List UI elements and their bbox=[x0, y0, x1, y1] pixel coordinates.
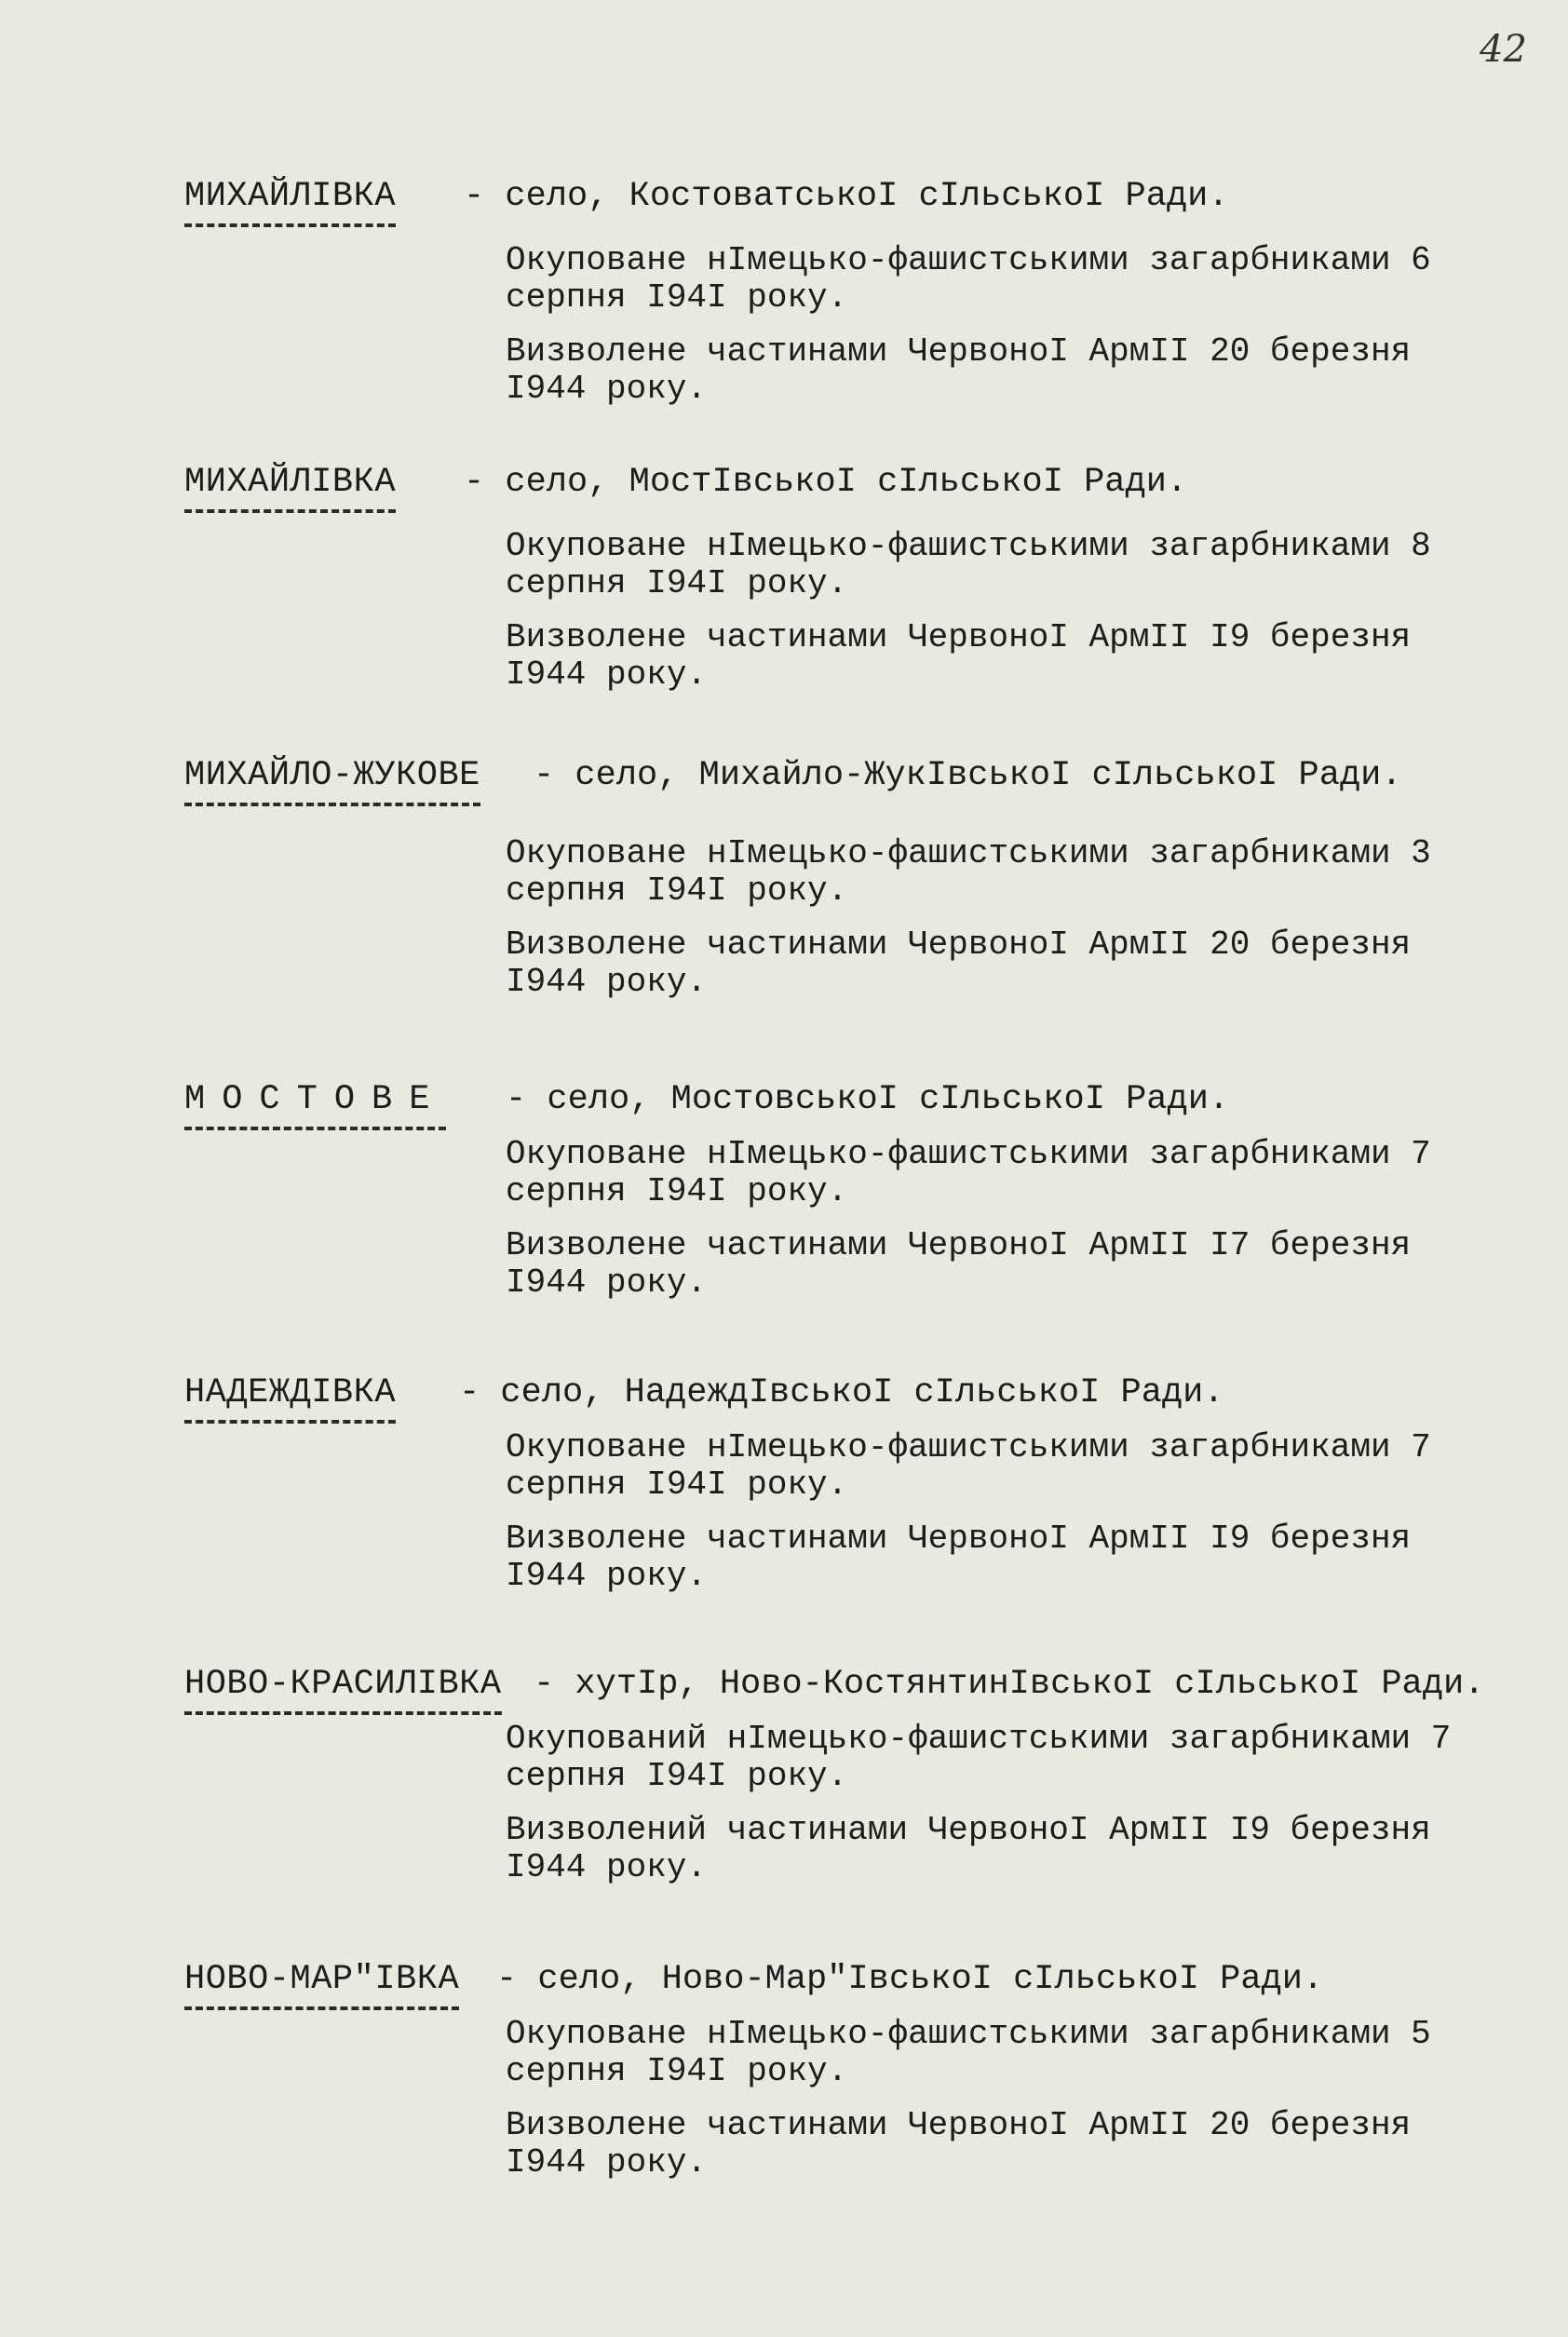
entry-name: НОВО-КРАСИЛІВКА bbox=[184, 1665, 502, 1715]
occupied-text: Окуповане нІмецько-фашистськими загарбниками 3 серпня І94І року. bbox=[506, 834, 1431, 910]
liberated-text: Визволене частинами ЧервоноІ АрмІІ І9 березня І944 року. bbox=[506, 618, 1412, 694]
entry-description: - село, КостоватськоІ сІльськоІ Ради. bbox=[464, 177, 1229, 216]
entry-details bbox=[506, 242, 1511, 425]
entry-name: МИХАЙЛІВКА bbox=[184, 177, 396, 227]
entry-name-col bbox=[184, 1960, 459, 2010]
liberated-text: Визволене частинами ЧервоноІ АрмІІ 20 березня І944 року. bbox=[506, 332, 1412, 408]
entry-name-col bbox=[184, 1373, 396, 1424]
entry-details bbox=[506, 1136, 1511, 1318]
entry-description: - село, Ново-Мар"ІвськоІ сІльськоІ Ради. bbox=[496, 1960, 1324, 1999]
liberated-text: Визволений частинами ЧервоноІ АрмІІ І9 березня І944 року. bbox=[506, 1811, 1431, 1886]
entry-name-col bbox=[184, 177, 396, 227]
entry-name: МИХАЙЛІВКА bbox=[184, 463, 396, 513]
entry-details bbox=[506, 835, 1511, 1018]
entry-details bbox=[506, 1429, 1511, 1612]
entry-details bbox=[506, 528, 1511, 710]
liberated-text: Визволене частинами ЧервоноІ АрмІІ 20 березня І944 року. bbox=[506, 2106, 1412, 2182]
entry-details bbox=[506, 1721, 1511, 1903]
liberated-text: Визволене частинами ЧервоноІ АрмІІ І7 березня І944 року. bbox=[506, 1226, 1412, 1302]
entry-name: МИХАЙЛО-ЖУКОВЕ bbox=[184, 756, 480, 806]
entry-details bbox=[506, 2016, 1511, 2198]
occupied-text: Окуповане нІмецько-фашистськими загарбниками 8 серпня І94І року. bbox=[506, 527, 1431, 602]
page-number: 42 bbox=[1480, 28, 1527, 71]
occupied-text: Окуповане нІмецько-фашистськими загарбниками 5 серпня І94І року. bbox=[506, 2015, 1431, 2090]
entry-name-col bbox=[184, 756, 480, 806]
entry-description: - хутІр, Ново-КостянтинІвськоІ сІльськоІ Ради. bbox=[534, 1665, 1485, 1704]
entry-name: МОСТОВЕ bbox=[184, 1080, 446, 1130]
entry-name-col bbox=[184, 463, 396, 513]
occupied-text: Окуповане нІмецько-фашистськими загарбниками 7 серпня І94І року. bbox=[506, 1428, 1431, 1504]
entry-description: - село, Михайло-ЖукІвськоІ сІльськоІ Ради. bbox=[534, 756, 1402, 795]
occupied-text: Окуповане нІмецько-фашистськими загарбниками 7 серпня І94І року. bbox=[506, 1135, 1431, 1210]
entry-name-col bbox=[184, 1665, 502, 1715]
entry-description: - село, МостІвськоІ сІльськоІ Ради. bbox=[464, 463, 1188, 502]
liberated-text: Визволене частинами ЧервоноІ АрмІІ 20 березня І944 року. bbox=[506, 925, 1412, 1001]
entry-name-col bbox=[184, 1080, 446, 1130]
entry-description: - село, МостовськоІ сІльськоІ Ради. bbox=[506, 1080, 1230, 1119]
entry-description: - село, НадеждІвськоІ сІльськоІ Ради. bbox=[459, 1373, 1224, 1412]
entry-name: НАДЕЖДІВКА bbox=[184, 1373, 396, 1424]
occupied-text: Окуповане нІмецько-фашистськими загарбниками 6 серпня І94І року. bbox=[506, 241, 1431, 317]
liberated-text: Визволене частинами ЧервоноІ АрмІІ І9 березня І944 року. bbox=[506, 1520, 1412, 1595]
entry-name: НОВО-МАР"ІВКА bbox=[184, 1960, 459, 2010]
occupied-text: Окупований нІмецько-фашистськими загарбниками 7 серпня І94І року. bbox=[506, 1720, 1452, 1795]
